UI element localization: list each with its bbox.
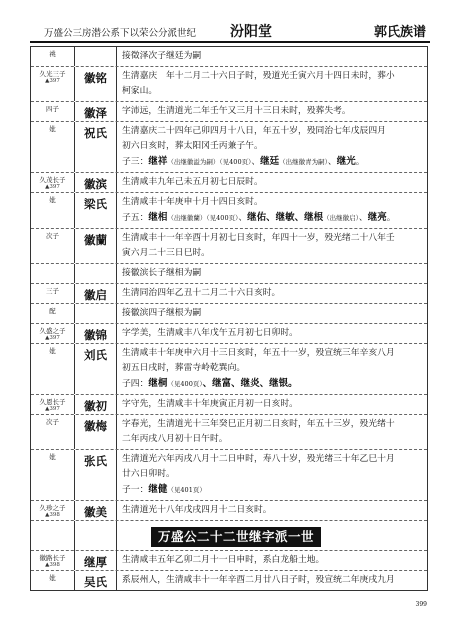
relation-label: 徽路长子 xyxy=(39,554,66,562)
entry-row xyxy=(31,66,427,101)
children-line xyxy=(122,154,423,170)
child-ap: （见400页） xyxy=(219,158,252,166)
relation-cell xyxy=(31,344,75,394)
relation-cell xyxy=(31,324,75,343)
person-name: 徽梅 xyxy=(75,415,117,449)
entry-row xyxy=(31,101,427,121)
relation-cell xyxy=(31,304,75,323)
relation-label: 祧 xyxy=(49,50,56,58)
child-an: （出继徽蘭） xyxy=(167,214,207,222)
relation-label: 四子 xyxy=(46,105,59,113)
person-name: 徽泽 xyxy=(75,102,117,121)
relation-cell xyxy=(31,450,75,500)
separator: 。 xyxy=(355,157,365,167)
relation-label: 妣 xyxy=(49,196,56,204)
child-c: 继光 xyxy=(336,156,356,167)
person-name: 徽初 xyxy=(75,395,117,414)
child-prefix: 子四： xyxy=(122,379,149,389)
biography-line: 寅六月二十三日巳时。 xyxy=(122,248,210,258)
child-a: 继健 xyxy=(148,484,168,495)
relation-cell xyxy=(31,395,75,414)
person-name: 祝氏 xyxy=(75,122,117,172)
biography-line: 二年丙戌八月初十日午时。 xyxy=(122,434,228,444)
relation-label: 次子 xyxy=(46,232,59,240)
entry-row xyxy=(31,394,427,414)
entry-row xyxy=(31,172,427,192)
child-ap: （见401页） xyxy=(167,486,206,494)
relation-cell xyxy=(31,551,75,570)
relation-label: 次子 xyxy=(46,418,59,426)
relation-label: 配 xyxy=(49,307,56,315)
person-name: 徽启 xyxy=(75,284,117,303)
separator: 、 xyxy=(358,213,368,223)
relation-cell xyxy=(31,501,75,520)
relation-label: 久珍之子 xyxy=(39,504,66,512)
entry-row xyxy=(31,121,427,172)
biography-cell xyxy=(117,450,427,500)
entry-row xyxy=(31,323,427,343)
relation-label: 久盛之子 xyxy=(39,327,66,335)
biography-line: 字春光，生清道光十三年癸巳正月初二日亥时，年五十三岁，殁光绪十 xyxy=(122,419,395,429)
page-ref-note: ▲398 xyxy=(45,562,60,569)
person-name: 徽锦 xyxy=(75,324,117,343)
person-name xyxy=(75,264,117,283)
biography-line: 生清咸丰十一年辛酉十月初七日亥时，年四十一岁，殁光绪二十八年壬 xyxy=(122,233,395,243)
biography-line: 初五日戌时，葬雷寺岭乾巽向。 xyxy=(122,363,246,373)
person-name: 继厚 xyxy=(75,551,117,570)
relation-cell xyxy=(31,122,75,172)
biography-line: 生清道光十八年戊戌四月十二日亥时。 xyxy=(122,505,272,515)
relation-cell xyxy=(31,284,75,303)
child-ap: （见400页） xyxy=(167,380,203,388)
relation-cell xyxy=(31,47,75,66)
generation-banner-row xyxy=(31,520,427,550)
biography-cell xyxy=(117,229,427,263)
child-prefix: 子五： xyxy=(122,213,149,223)
entry-row xyxy=(31,192,427,228)
page-ref-note: ▲398 xyxy=(45,512,60,519)
child-rest: 、继富、继炎、继银。 xyxy=(202,378,298,389)
biography-line: 生清咸丰十年庚申六月十三日亥时，年五十一岁，殁宣统三年辛亥八月 xyxy=(122,348,395,358)
biography-cell xyxy=(117,173,427,192)
biography-line: 生清同治四年乙丑十二月二十六日亥时。 xyxy=(122,288,281,298)
blank-cell xyxy=(75,521,117,551)
header-lineage: 万盛公三房潜公系下以荣公分派世纪 xyxy=(44,28,197,39)
person-name: 刘氏 xyxy=(75,344,117,394)
biography-cell xyxy=(117,415,427,449)
genealogy-table xyxy=(30,46,428,591)
entry-row xyxy=(31,449,427,500)
biography-line: 字守先，生清咸丰十年庚寅正月初一日亥时。 xyxy=(122,399,298,409)
person-name: 张氏 xyxy=(75,450,117,500)
child-prefix: 子三： xyxy=(122,157,149,167)
relation-label: 妣 xyxy=(49,453,56,461)
entry-row xyxy=(31,570,427,590)
child-a: 继相 xyxy=(148,212,168,223)
header-rule xyxy=(30,41,430,43)
biography-line: 系辰州人，生清咸丰十一年辛酉二月廿八日子时，殁宣统二年庚戌九月 xyxy=(122,575,395,585)
biography-cell xyxy=(117,501,427,520)
relation-cell xyxy=(31,264,75,283)
biography-cell xyxy=(117,395,427,414)
person-name: 徽蘭 xyxy=(75,229,117,263)
relation-label: 久光三子 xyxy=(39,70,66,78)
biography-line: 生清咸丰十年庚申十月十四日亥时。 xyxy=(122,197,263,207)
person-name: 徽铭 xyxy=(75,67,117,101)
relation-label: 久恩长子 xyxy=(39,398,66,406)
biography-line: 初六日亥时，葬太阳冈壬丙兼子午。 xyxy=(122,141,263,151)
biography-line: 字沛远，生清道光二年壬午又三月十三日未时，殁葬失考。 xyxy=(122,106,351,116)
page-ref-note: ▲397 xyxy=(45,335,60,342)
separator: 、 xyxy=(251,157,261,167)
biography-cell xyxy=(117,551,427,570)
header-hall-name: 汾阳堂 xyxy=(230,24,272,40)
entry-row xyxy=(31,228,427,263)
person-name xyxy=(75,304,117,323)
entry-row xyxy=(31,500,427,520)
biography-cell xyxy=(117,264,427,283)
child-an: （出继徽溢为嗣） xyxy=(167,158,220,166)
child-prefix: 子一： xyxy=(122,485,149,495)
entry-row xyxy=(31,550,427,570)
separator: 、 xyxy=(238,213,248,223)
blank-cell xyxy=(31,521,75,551)
biography-line: 廿六日卯时。 xyxy=(122,469,175,479)
person-name: 梁氏 xyxy=(75,193,117,228)
person-name xyxy=(75,47,117,66)
entry-row xyxy=(31,343,427,394)
biography-line: 柯家山。 xyxy=(122,86,158,96)
biography-line: 接徵泽次子继廷为嗣 xyxy=(122,51,202,61)
biography-line: 接徽滨四子继根为嗣 xyxy=(122,308,202,318)
biography-cell xyxy=(117,571,427,590)
relation-cell xyxy=(31,571,75,590)
page-ref-note: ▲397 xyxy=(45,184,60,191)
generation-banner: 万盛公二十二世继字派一世 xyxy=(151,527,321,547)
children-line xyxy=(122,210,423,226)
biography-cell xyxy=(117,47,427,66)
header-book-title: 郭氏族谱 xyxy=(373,25,426,40)
page-ref-note: ▲397 xyxy=(45,406,60,413)
relation-label: 久茂长子 xyxy=(39,176,66,184)
child-b: 继廷 xyxy=(260,156,280,167)
relation-cell xyxy=(31,173,75,192)
biography-line: 生清道光六年丙戌八月十二日申时，寿八十岁，殁光绪三十年乙巳十月 xyxy=(122,454,395,464)
relation-cell xyxy=(31,193,75,228)
page-ref-note: ▲397 xyxy=(45,78,60,85)
page-header xyxy=(30,20,430,42)
entry-row xyxy=(31,414,427,449)
biography-line: 生清嘉庆二十四年己卯四月十八日，年五十岁，殁同治七年戊辰四月 xyxy=(122,126,386,136)
child-ap: （见400页） xyxy=(206,214,239,222)
biography-cell xyxy=(117,102,427,121)
child-c: 继亮 xyxy=(367,212,387,223)
entry-row xyxy=(31,263,427,283)
child-a: 继桐 xyxy=(148,378,168,389)
biography-cell xyxy=(117,67,427,101)
separator: 。 xyxy=(386,213,396,223)
children-line xyxy=(122,482,423,498)
biography-line: 生清咸丰五年乙卯二月十一日申时，系白龙船土地。 xyxy=(122,555,325,565)
biography-cell xyxy=(117,122,427,172)
relation-label: 妣 xyxy=(49,574,56,582)
relation-cell xyxy=(31,415,75,449)
children-line xyxy=(122,376,423,392)
relation-cell xyxy=(31,102,75,121)
biography-line: 字学美，生清咸丰八年戊午五月初七日卯时。 xyxy=(122,328,298,338)
biography-line: 生清嘉庆 年十二月二十六日子时，殁道光壬寅六月十四日未时，葬小 xyxy=(122,71,395,81)
relation-label: 妣 xyxy=(49,347,56,355)
biography-cell xyxy=(117,284,427,303)
page-number: 399 xyxy=(415,601,427,608)
person-name: 吴氏 xyxy=(75,571,117,590)
biography-line: 接徽滨长子继相为嗣 xyxy=(122,268,202,278)
biography-cell xyxy=(117,304,427,323)
relation-label: 三子 xyxy=(46,287,59,295)
relation-cell xyxy=(31,229,75,263)
entry-row xyxy=(31,303,427,323)
separator: 、 xyxy=(327,157,337,167)
biography-cell xyxy=(117,324,427,343)
child-bn: （出继徽青为嗣） xyxy=(279,158,328,166)
relation-label: 妣 xyxy=(49,125,56,133)
child-bn: （出继徽启） xyxy=(323,214,359,222)
child-b: 继佑、继敏、继根 xyxy=(247,212,324,223)
person-name: 徽美 xyxy=(75,501,117,520)
biography-cell xyxy=(117,344,427,394)
entry-row xyxy=(31,47,427,66)
relation-cell xyxy=(31,67,75,101)
entry-row xyxy=(31,283,427,303)
biography-line: 生清咸丰九年己未五月初七日辰时。 xyxy=(122,177,263,187)
person-name: 徽滨 xyxy=(75,173,117,192)
child-a: 继祥 xyxy=(148,156,168,167)
biography-cell xyxy=(117,193,427,228)
